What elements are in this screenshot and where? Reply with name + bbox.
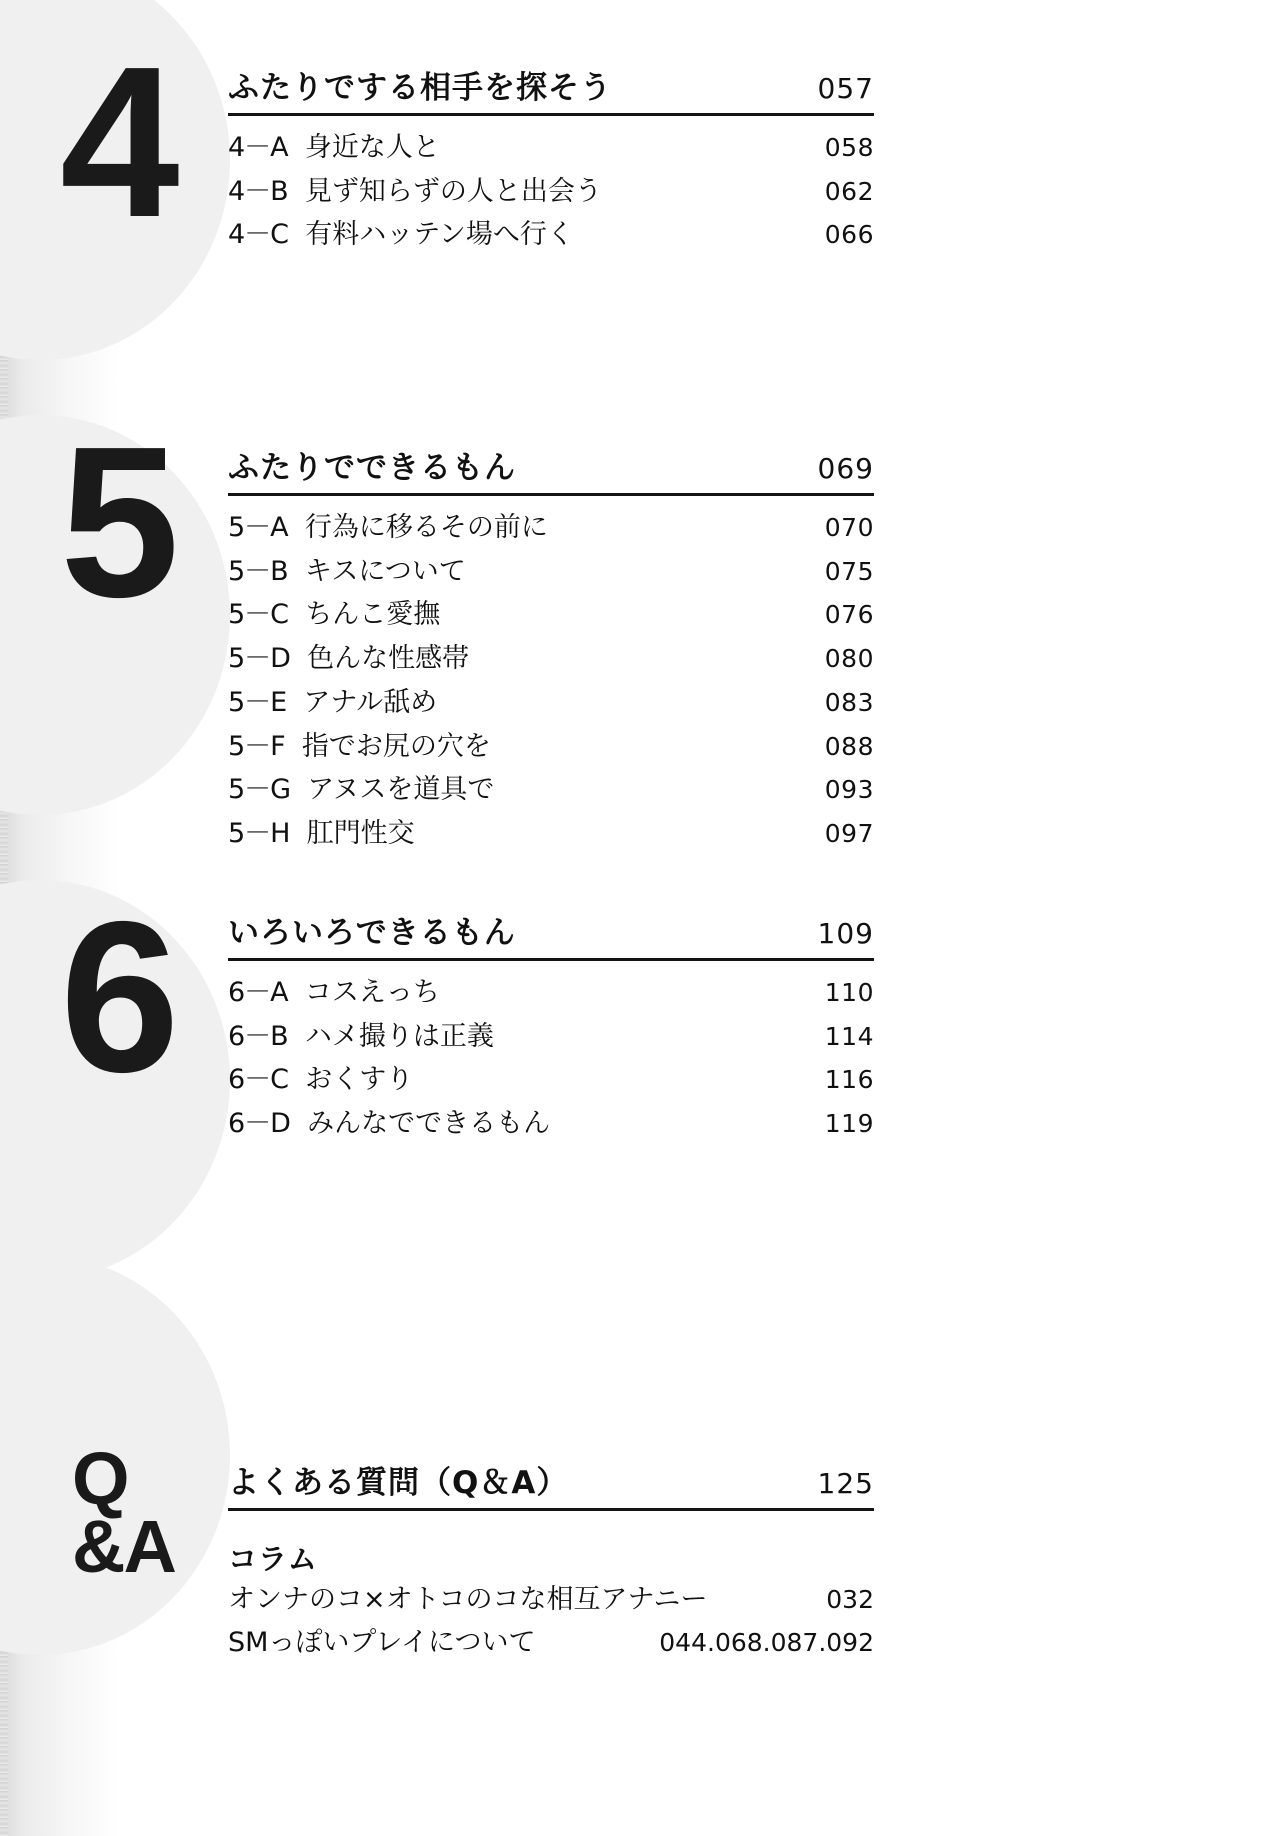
chapter-title: いろいろできるもん <box>228 915 516 951</box>
chapter-page-number: 057 <box>817 72 874 105</box>
chapter-entry-list <box>228 126 874 257</box>
entry-page-number: 116 <box>824 1065 874 1095</box>
entry-label: 身近な人と <box>304 132 440 163</box>
entry-page-number: 070 <box>824 513 874 542</box>
entry-page-number: 062 <box>824 176 874 206</box>
chapter-body <box>228 62 874 257</box>
entry-page-number: 080 <box>824 644 874 674</box>
chapter-body <box>228 907 874 1146</box>
entry-label: 有料ハッテン場へ行く <box>305 219 574 251</box>
entry-code: 5－C <box>228 599 289 631</box>
column-entry[interactable] <box>228 1578 874 1621</box>
entry-page-number: 119 <box>824 1109 874 1139</box>
chapter-title-row[interactable] <box>228 62 874 116</box>
entry-label: 行為に移るその前に <box>304 512 548 543</box>
entry-label: 指でお尻の穴を <box>301 730 491 762</box>
toc-entry[interactable] <box>228 768 874 812</box>
entry-code: 6－A <box>228 977 288 1008</box>
entry-page-number: 083 <box>824 687 874 717</box>
qa-mark-line-2: &A <box>72 1505 175 1589</box>
entry-label: みんなでできるもん <box>307 1108 551 1140</box>
toc-entry[interactable] <box>228 1058 874 1102</box>
chapter-entry-list <box>228 506 874 856</box>
chapter-title: ふたりでする相手を探そう <box>228 70 612 106</box>
entry-label: おくすり <box>305 1064 414 1096</box>
entry-label: コスえっち <box>304 977 440 1008</box>
chapter-number: 4 <box>60 21 174 262</box>
toc-entry[interactable] <box>228 593 874 637</box>
entry-code: 5－G <box>228 774 291 806</box>
entry-page-number: 088 <box>824 731 874 761</box>
entry-code: 6－C <box>228 1064 289 1096</box>
column-entry-page-number: 044.068.087.092 <box>659 1628 874 1658</box>
column-entry[interactable] <box>228 1621 874 1664</box>
qa-title: よくある質問（Q＆A） <box>228 1465 569 1501</box>
column-entry-list <box>228 1578 874 1664</box>
toc-entry[interactable] <box>228 812 874 856</box>
chapter-entry-list <box>228 971 874 1146</box>
entry-code: 6－D <box>228 1108 290 1140</box>
chapter-title: ふたりでできるもん <box>228 450 516 486</box>
toc-entry[interactable] <box>228 637 874 681</box>
entry-code: 5－D <box>228 643 290 675</box>
chapter-body <box>228 442 874 856</box>
qa-title-row[interactable] <box>228 1457 874 1511</box>
entry-page-number: 093 <box>824 775 874 805</box>
toc-entry[interactable] <box>228 725 874 769</box>
entry-label: 肛門性交 <box>306 818 415 850</box>
entry-page-number: 066 <box>824 220 874 250</box>
entry-code: 5－H <box>228 818 290 850</box>
entry-code: 4－A <box>228 132 288 163</box>
entry-page-number: 075 <box>824 556 874 586</box>
entry-page-number: 114 <box>824 1021 874 1051</box>
toc-entry[interactable] <box>228 126 874 170</box>
column-entry-label: オンナのコ×オトコのコな相互アナニー <box>228 1584 708 1615</box>
entry-page-number: 076 <box>824 600 874 630</box>
toc-entry[interactable] <box>228 170 874 214</box>
column-entry-page-number: 032 <box>826 1585 874 1614</box>
entry-label: キスについて <box>304 555 466 587</box>
entry-code: 5－E <box>228 686 287 718</box>
toc-entry[interactable] <box>228 1015 874 1059</box>
entry-code: 5－F <box>228 730 285 762</box>
entry-label: 色んな性感帯 <box>307 643 470 675</box>
chapter-page-number: 109 <box>817 917 874 950</box>
qa-mark <box>72 1437 175 1589</box>
qa-page-number: 125 <box>817 1467 874 1500</box>
entry-page-number: 097 <box>824 819 874 849</box>
qa-mark-line-1: Q <box>72 1437 128 1520</box>
toc-entry[interactable] <box>228 681 874 725</box>
entry-label: 見ず知らずの人と出会う <box>304 175 602 207</box>
entry-label: ちんこ愛撫 <box>305 599 441 631</box>
toc-entry[interactable] <box>228 1102 874 1146</box>
entry-page-number: 058 <box>824 133 874 162</box>
toc-entry[interactable] <box>228 506 874 550</box>
chapter-title-row[interactable] <box>228 442 874 496</box>
entry-label: ハメ撮りは正義 <box>304 1020 494 1052</box>
chapter-page-number: 069 <box>817 452 874 485</box>
entry-page-number: 110 <box>824 978 874 1007</box>
chapter-number: 5 <box>60 401 174 642</box>
entry-label: アヌスを道具で <box>307 774 495 806</box>
entry-code: 5－A <box>228 512 288 543</box>
entry-code: 4－C <box>228 219 289 251</box>
toc-entry[interactable] <box>228 550 874 594</box>
entry-code: 5－B <box>228 555 288 587</box>
chapter-number: 6 <box>60 876 174 1117</box>
qa-body <box>228 1457 874 1664</box>
entry-code: 6－B <box>228 1020 288 1052</box>
toc-entry[interactable] <box>228 971 874 1015</box>
entry-label: アナル舐め <box>303 686 438 718</box>
chapter-title-row[interactable] <box>228 907 874 961</box>
toc-entry[interactable] <box>228 213 874 257</box>
entry-code: 4－B <box>228 175 288 207</box>
column-entry-label: SMっぽいプレイについて <box>228 1627 536 1659</box>
column-heading: コラム <box>228 1542 318 1576</box>
